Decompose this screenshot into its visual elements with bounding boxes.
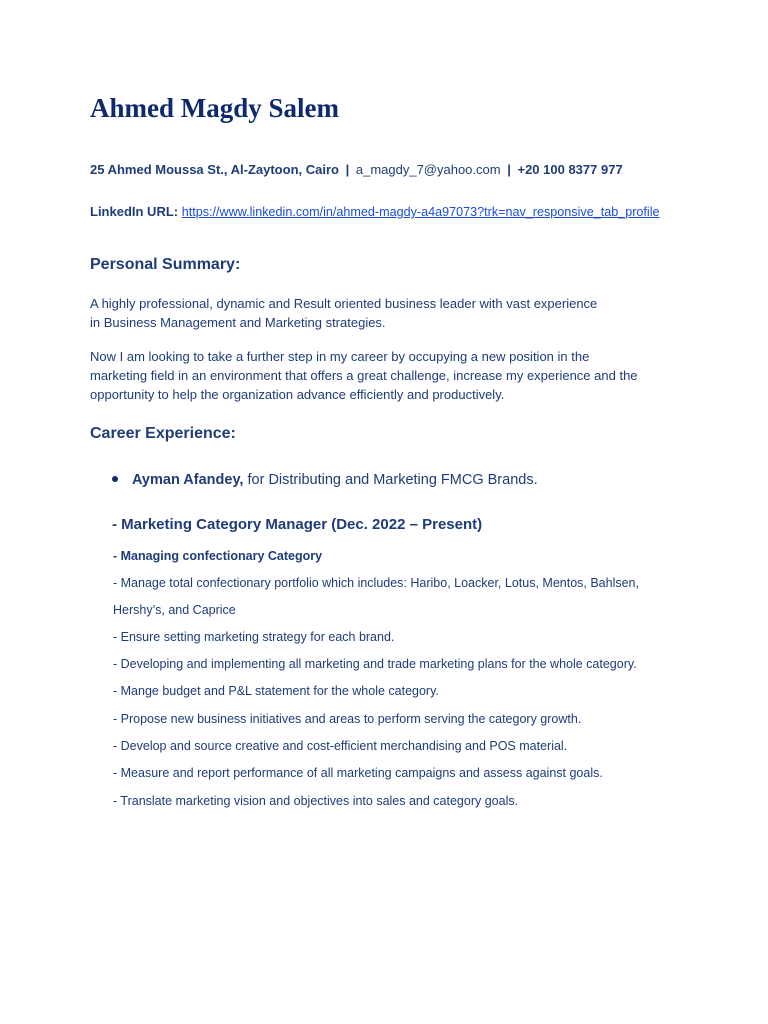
summary-line: marketing field in an environment that offers a great challenge, increase my experience and the [90,368,638,383]
summary-heading: Personal Summary: [90,256,241,273]
linkedin-link[interactable]: https://www.linkedin.com/in/ahmed-magdy-a4a97073?trk=nav_responsive_tab_profile [181,205,660,219]
summary-line: A highly professional, dynamic and Result oriented business leader with vast experience [90,296,598,311]
duty-item: - Translate marketing vision and objectives into sales and category goals. [113,794,519,808]
contact-line [90,162,623,177]
company-bullet [112,472,538,488]
phone: +20 100 8377 977 [517,162,623,177]
summary-paragraph-2 [90,347,690,404]
experience-heading: Career Experience: [90,425,236,442]
company-name: Ayman Afandey, [132,472,244,488]
summary-line: opportunity to help the organization advance efficiently and productively. [90,387,505,402]
summary-line: Now I am looking to take a further step in my career by occupying a new position in the [90,349,590,364]
company-description: for Distributing and Marketing FMCG Brands. [247,472,538,488]
duty-item: - Manage total confectionary portfolio which includes: Haribo, Loacker, Lotus, Mentos, Bahlsen, [113,576,639,590]
duty-item: - Propose new business initiatives and areas to perform serving the category growth. [113,712,582,726]
summary-paragraph-1 [90,294,690,332]
separator: | [345,162,350,177]
email[interactable]: a_magdy_7@yahoo.com [355,162,501,177]
duty-item: - Mange budget and P&L statement for the whole category. [113,684,439,698]
linkedin-line [90,204,660,219]
linkedin-label: LinkedIn URL: [90,204,179,219]
duty-item: - Develop and source creative and cost-efficient merchandising and POS material. [113,739,568,753]
candidate-name: Ahmed Magdy Salem [90,93,339,123]
separator: | [507,162,511,177]
duty-item: - Ensure setting marketing strategy for each brand. [113,630,395,644]
duty-item: - Measure and report performance of all marketing campaigns and assess against goals. [113,766,603,780]
duty-item: - Managing confectionary Category [113,549,323,563]
bullet-icon [112,476,118,482]
duty-item: Hershy’s, and Caprice [113,603,236,617]
summary-line: in Business Management and Marketing strategies. [90,315,386,330]
address: 25 Ahmed Moussa St., Al-Zaytoon, Cairo [90,162,339,177]
role-title: - Marketing Category Manager (Dec. 2022 – Present) [112,516,483,533]
duty-item: - Developing and implementing all marketing and trade marketing plans for the whole category. [113,657,637,671]
